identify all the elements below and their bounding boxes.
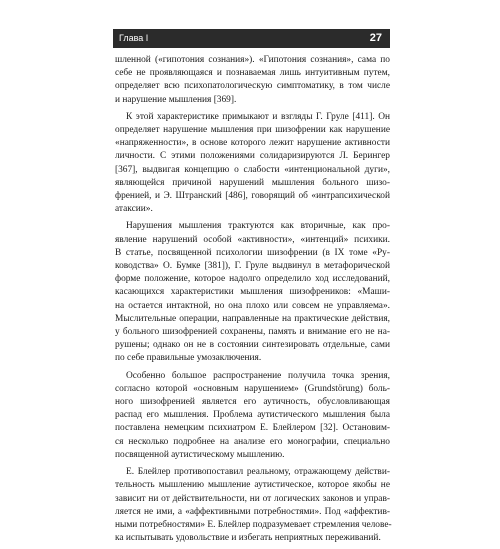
- text-line: у больного шизофренией сохранены, память и внимание его не на-: [115, 327, 390, 338]
- body-text: [115, 54, 390, 549]
- text-line: ляется не ими, а «аффективными потребностями». Под «аффектив-: [115, 506, 390, 517]
- text-line: ка испытывать удовольствие и избегать неприятных переживаний.: [115, 533, 381, 544]
- text-line: френией, и Э. Штранский [486], говорящий об «интрапсихической: [115, 191, 390, 202]
- text-line: согласно которой «основным нарушением» (Grundstörung) боль-: [115, 383, 390, 394]
- text-line: распад его мышления. Проблема аутистического мышления была: [115, 410, 390, 421]
- paragraph: [115, 370, 390, 462]
- text-line: посвященной аутистическому мышлению.: [115, 449, 285, 460]
- text-line: на остается интактной, но она плохо или совсем не управляема».: [115, 300, 390, 311]
- text-line: К этой характеристике примыкают и взгляды Г. Груле [411]. Он: [126, 111, 390, 122]
- text-line: ководства» О. Бумке [381]), Г. Груле выдвинул в метафорической: [115, 261, 390, 272]
- text-line: тельность мышлению мышление аутистическое, которое якобы не: [115, 480, 390, 491]
- paragraph: [115, 466, 390, 545]
- page-number: 27: [369, 32, 382, 44]
- paragraph: [115, 220, 390, 365]
- text-line: форме положение, которое надолго определило ход исследований,: [115, 274, 390, 285]
- text-line: себе не проявляющаяся и познаваемая лишь интуитивным путем,: [115, 68, 390, 79]
- chapter-label: Глава I: [119, 33, 149, 43]
- text-line: [367], выдвигая концепцию о слабости «интенциональной дуги»,: [115, 164, 390, 175]
- text-line: ными потребностями» Е. Блейлер подразумевает стремления челове-: [115, 519, 392, 530]
- text-line: поставлена немецким психиатром Е. Блейлером [32]. Остановим-: [115, 423, 390, 434]
- text-line: Мыслительные операции, направленные на практические действия,: [115, 313, 390, 324]
- text-line: явление нарушений особой «активности», «интенций» психики.: [115, 234, 390, 245]
- text-line: ся несколько подробнее на анализе его монографии, специально: [115, 436, 390, 447]
- text-line: В статье, посвященной психологии шизофрении (в IX томе «Ру-: [115, 247, 390, 258]
- paragraph: [115, 54, 390, 107]
- text-line: по себе правильные умозаключения.: [115, 353, 262, 364]
- text-line: зависит ни от действительности, ни от логических законов и управ-: [115, 493, 390, 504]
- text-line: атаксии».: [115, 204, 153, 215]
- running-header: [113, 29, 390, 48]
- text-line: шленной («гипотония сознания»). «Гипотония сознания», сама по: [115, 55, 390, 65]
- text-line: личности. С этими положениями солидаризируются Л. Берингер: [115, 151, 390, 162]
- text-line: Е. Блейлер противопоставил реальному, отражающему действи-: [126, 467, 390, 478]
- paragraph: [115, 111, 390, 217]
- text-line: и нарушение мышления [369].: [115, 94, 237, 105]
- text-line: являющейся причиной нарушений мышления больного шизо-: [115, 177, 390, 188]
- text-line: касающихся характеристики мышления шизофреников: «Маши-: [115, 287, 390, 298]
- text-line: определяет нарушение мышления при шизофрении как нарушение: [115, 125, 390, 136]
- text-line: ного шизофренией является его аутичность, обусловливающая: [115, 397, 390, 408]
- text-line: рушены; однако он не в состоянии синтезировать отдельные, сами: [115, 340, 390, 351]
- text-line: «напряженности», в основе которого лежит нарушение активности: [115, 138, 390, 149]
- text-line: определяет всю психопатологическую симптоматику, в том числе: [115, 81, 390, 92]
- text-line: Нарушения мышления трактуются как вторичные, как про-: [126, 221, 390, 232]
- text-line: Особенно большое распространение получила точка зрения,: [126, 370, 390, 381]
